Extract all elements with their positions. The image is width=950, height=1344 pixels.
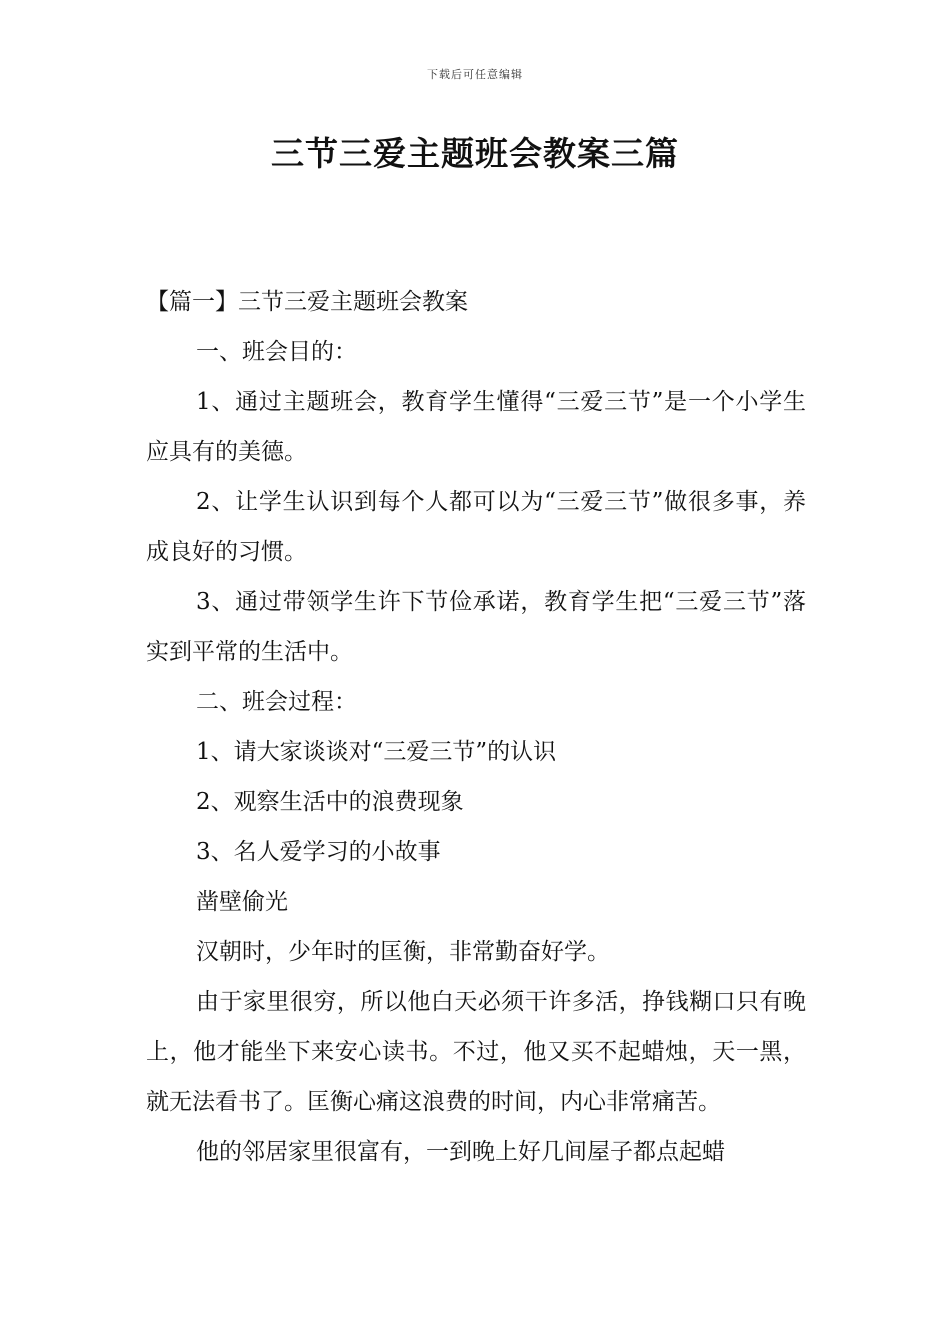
paragraph: 1、通过主题班会，教育学生懂得“三爱三节”是一个小学生应具有的美德。	[146, 389, 806, 465]
paragraph: 2、让学生认识到每个人都可以为“三爱三节”做很多事，养成良好的习惯。	[146, 489, 806, 565]
paragraph: 凿壁偷光	[196, 889, 288, 915]
document-body	[146, 277, 806, 1177]
paragraph: 3、通过带领学生许下节俭承诺，教育学生把“三爱三节”落实到平常的生活中。	[146, 589, 806, 665]
paragraph: 由于家里很穷，所以他白天必须干许多活，挣钱糊口只有晚上，他才能坐下来安心读书。不过，他又买不起蜡烛，天一黑，就无法看书了。匡衡心痛这浪费的时间，内心非常痛苦。	[146, 989, 806, 1115]
paragraph: 2、观察生活中的浪费现象	[196, 789, 464, 815]
page-header-note: 下载后可任意编辑	[427, 68, 523, 81]
paragraph: 【篇一】三节三爱主题班会教案	[146, 289, 468, 315]
paragraph: 汉朝时，少年时的匡衡，非常勤奋好学。	[196, 939, 610, 965]
paragraph: 他的邻居家里很富有，一到晚上好几间屋子都点起蜡	[196, 1139, 725, 1165]
paragraph: 3、名人爱学习的小故事	[196, 839, 441, 865]
paragraph: 一、班会目的：	[196, 339, 357, 365]
page-title: 三节三爱主题班会教案三篇	[271, 134, 679, 173]
paragraph: 二、班会过程：	[196, 689, 357, 715]
paragraph: 1、请大家谈谈对“三爱三节”的认识	[196, 739, 557, 765]
